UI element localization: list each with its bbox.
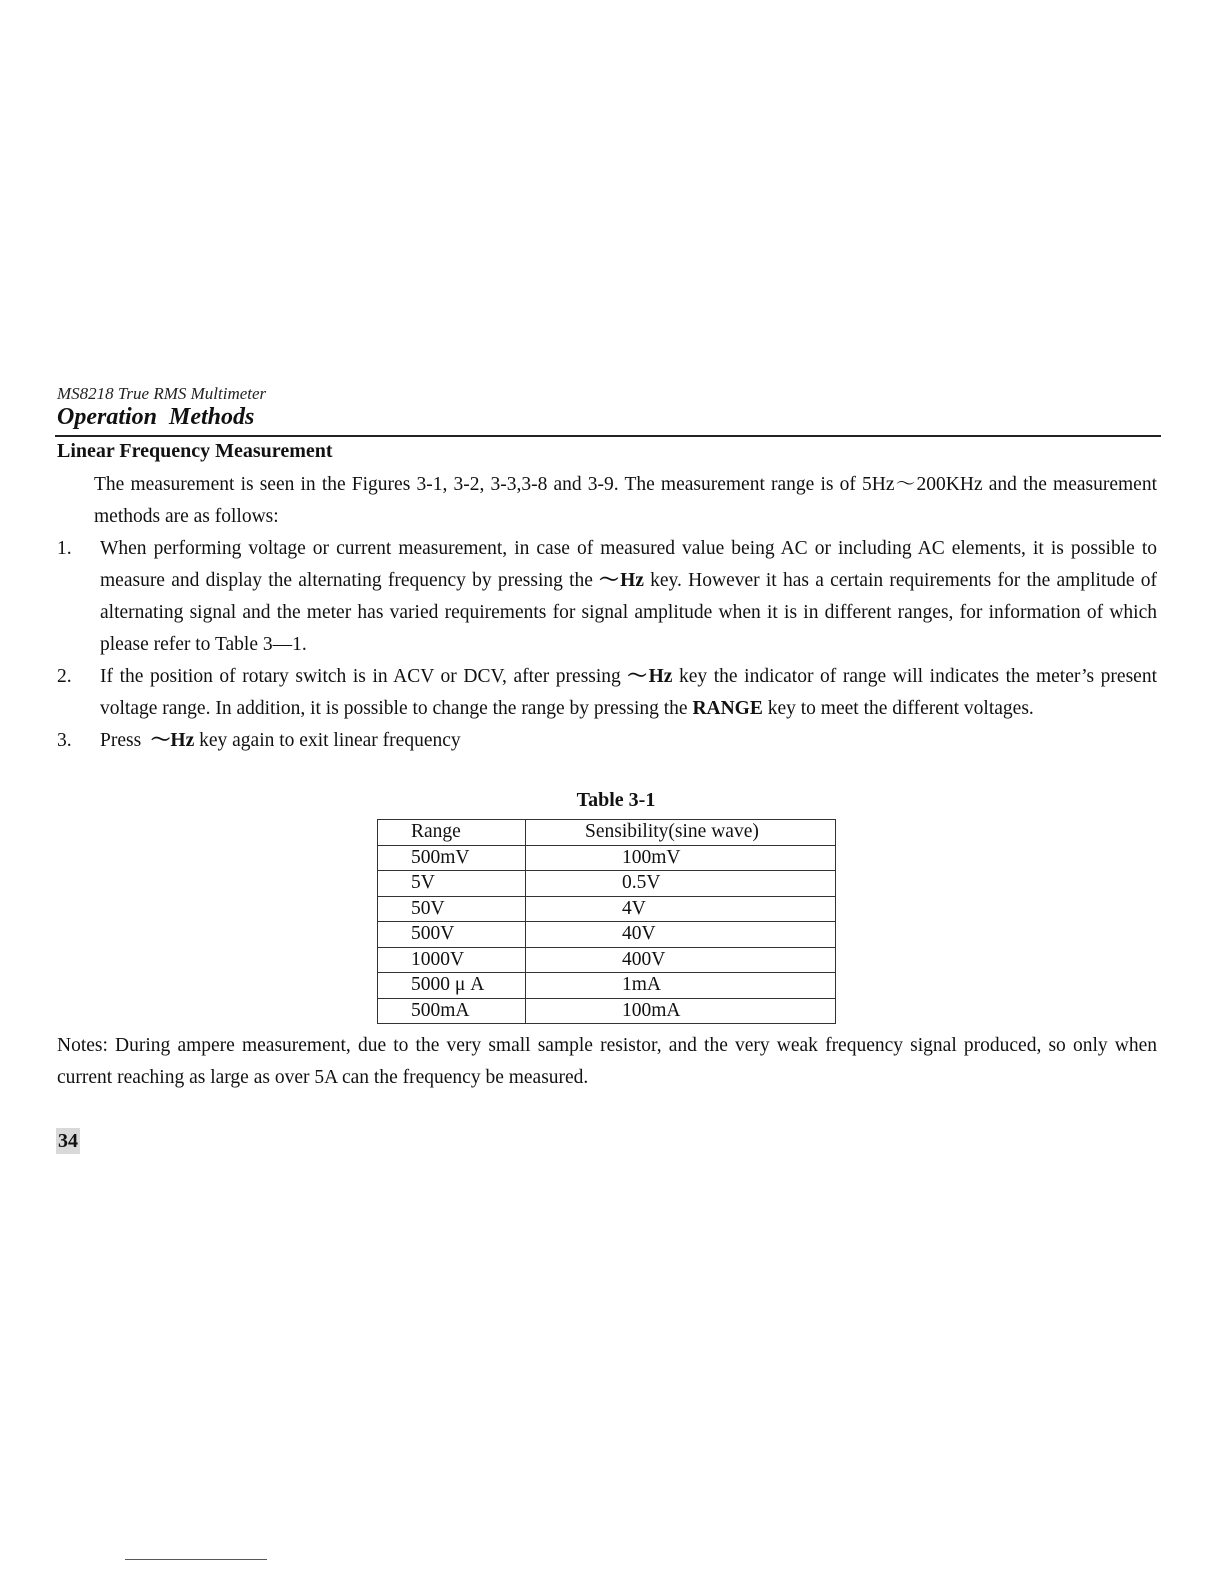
intro-paragraph: The measurement is seen in the Figures 3-1, 3-2, 3-3,3-8 and 3-9. The measurement range is of 5Hz～200KHz and the measurement methods are as follows: [94, 474, 1157, 527]
table-row [378, 973, 836, 999]
range-cell: 5V [378, 871, 526, 897]
section-title: Linear Frequency Measurement [57, 440, 333, 462]
list-item-3 [57, 725, 1157, 757]
table-row [378, 922, 836, 948]
range-cell: 1000V [378, 947, 526, 973]
list-item-number: 2. [57, 666, 72, 687]
item-text-part: When performing voltage or current measurement, in case of measured value being AC or including AC elements, it is possible to measure and display the alternating frequency by pressing the [100, 538, 1157, 591]
sensibility-cell: 0.5V [526, 871, 836, 897]
sensibility-cell: 4V [526, 896, 836, 922]
hz-key-label: ～Hz [150, 730, 195, 751]
range-cell: 500V [378, 922, 526, 948]
header-rule [55, 435, 1161, 437]
footnote-separator [125, 1559, 267, 1560]
item-text-part: key the indicator of range will indicates the meter’s present voltage range. In addition, it is possible to change the range by pressing the [100, 666, 1157, 719]
item-text-part: key. However it has a certain requirements for the amplitude of alternating signal and the meter has varied requirements for signal amplitude when it is in different ranges, for information of which please refer to Table 3—1. [100, 570, 1157, 655]
running-head: MS8218 True RMS Multimeter [57, 384, 267, 403]
table-row [378, 845, 836, 871]
hz-key-label: ～Hz [599, 570, 644, 591]
list-item-number: 3. [57, 730, 72, 751]
table-title: Table 3-1 [576, 789, 656, 811]
notes-paragraph: Notes: During ampere measurement, due to the very small sample resistor, and the very weak frequency signal produced, so only when current reaching as large as over 5A can the frequency be measured. [57, 1035, 1157, 1088]
page-number: 34 [58, 1130, 78, 1152]
range-cell: 500mA [378, 998, 526, 1024]
item-text-part: Press [100, 730, 151, 751]
sensibility-cell: 400V [526, 947, 836, 973]
chapter-title: Operation Methods [57, 404, 255, 430]
item-text-part: key again to exit linear frequency [194, 730, 461, 751]
list-item-text [100, 661, 1157, 725]
table-row [378, 896, 836, 922]
list-item-2 [57, 661, 1157, 725]
sensibility-cell: 100mA [526, 998, 836, 1024]
table-header-row [378, 820, 836, 846]
list-item-1 [57, 533, 1157, 661]
sensibility-cell: 1mA [526, 973, 836, 999]
sensitivity-table [377, 819, 836, 1024]
range-cell: 5000 μ A [378, 973, 526, 999]
list-item-text [100, 533, 1157, 661]
range-cell: 50V [378, 896, 526, 922]
sensibility-cell: 40V [526, 922, 836, 948]
list-item-number: 1. [57, 538, 72, 559]
range-cell: 500mV [378, 845, 526, 871]
table-header-cell: Range [378, 820, 526, 846]
item-text-part: key to meet the different voltages. [762, 698, 1034, 719]
table-row [378, 998, 836, 1024]
range-key-label: RANGE [692, 698, 763, 719]
hz-key-label: ～Hz [627, 666, 673, 687]
list-item-text [100, 725, 1157, 757]
table-row [378, 947, 836, 973]
section-body [57, 469, 1157, 757]
sensibility-cell: 100mV [526, 845, 836, 871]
table-header-cell: Sensibility(sine wave) [526, 820, 836, 846]
table-row [378, 871, 836, 897]
item-text-part: If the position of rotary switch is in ACV or DCV, after pressing [100, 666, 628, 687]
